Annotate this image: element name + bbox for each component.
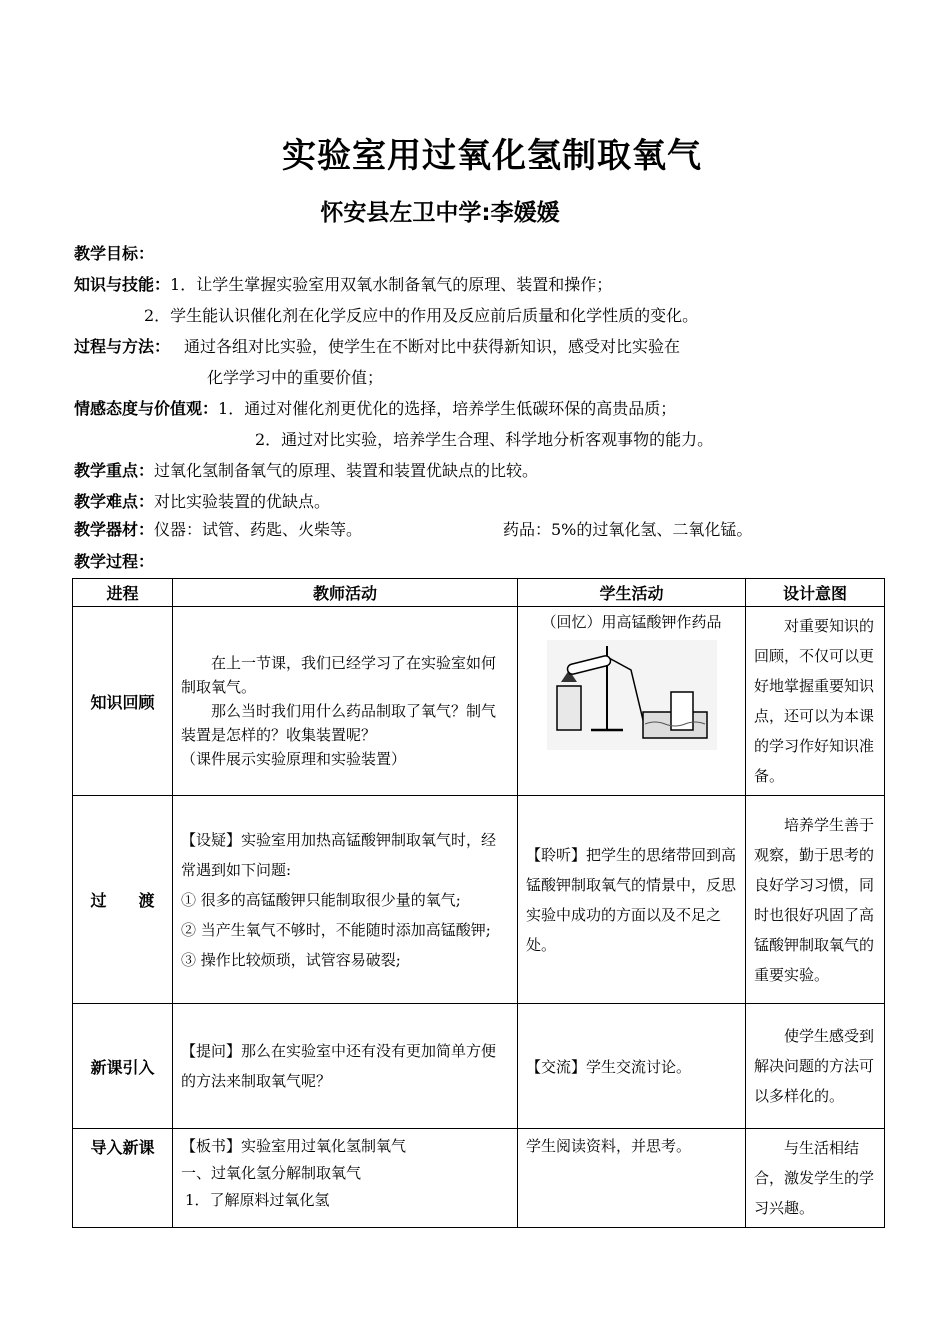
table-row bbox=[73, 1004, 885, 1129]
table-row bbox=[73, 607, 885, 796]
knowledge-text-1: 1．让学生掌握实验室用双氧水制备氧气的原理、装置和操作； bbox=[170, 275, 613, 294]
teacher-text: ① 很多的高锰酸钾只能制取很少量的氧气; bbox=[181, 890, 461, 909]
process-line-1 bbox=[74, 336, 680, 358]
difficulty-line bbox=[74, 491, 330, 513]
equipment-label: 教学器材： bbox=[74, 520, 155, 539]
intent-cell: 培养学生善于观察，勤于思考的良好学习习惯，同时也很好巩固了高锰酸钾制取氧气的重要实验。 bbox=[746, 796, 885, 1004]
teacher-text: ③ 操作比较烦琐，试管容易破裂; bbox=[181, 950, 401, 969]
process-label: 过程与方法： bbox=[74, 337, 171, 356]
difficulty-text: 对比实验装置的优缺点。 bbox=[154, 492, 331, 511]
teaching-process-table bbox=[72, 578, 885, 1228]
teacher-cell: 【提问】那么在实验室中还有没有更加简单方便的方法来制取氧气呢？ bbox=[173, 1004, 518, 1129]
intent-cell: 使学生感受到解决问题的方法可以多样化的。 bbox=[746, 1004, 885, 1129]
student-cell: 【聆听】把学生的思绪带回到高锰酸钾制取氧气的情景中，反思实验中成功的方面以及不足之处。 bbox=[518, 796, 746, 1004]
lab-apparatus-diagram bbox=[547, 640, 717, 750]
key-point-label: 教学重点： bbox=[74, 461, 155, 480]
equipment-line bbox=[74, 519, 362, 541]
header-student: 学生活动 bbox=[518, 579, 746, 607]
knowledge-text-2: 2．学生能认识催化剂在化学反应中的作用及反应前后质量和化学性质的变化。 bbox=[144, 306, 699, 325]
emotion-line-1 bbox=[74, 398, 676, 420]
teacher-text: 【设疑】实验室用加热高锰酸钾制取氧气时，经常遇到如下问题: bbox=[181, 830, 497, 879]
teacher-text: 【板书】实验室用过氧化氢制氧气 bbox=[181, 1137, 407, 1155]
knowledge-label: 知识与技能： bbox=[74, 275, 171, 294]
student-cell bbox=[518, 607, 746, 796]
difficulty-label: 教学难点： bbox=[74, 492, 155, 511]
process-text-1: 通过各组对比实验，使学生在不断对比中获得新知识，感受对比实验在 bbox=[184, 337, 681, 356]
stage-cell: 新课引入 bbox=[73, 1004, 173, 1129]
table-header-row bbox=[73, 579, 885, 607]
header-intent: 设计意图 bbox=[746, 579, 885, 607]
table-row bbox=[73, 796, 885, 1004]
process-heading: 教学过程： bbox=[74, 552, 155, 571]
student-cell: 学生阅读资料，并思考。 bbox=[518, 1129, 746, 1228]
process-text-2: 化学学习中的重要价值； bbox=[207, 368, 384, 387]
teacher-text: ② 当产生氧气不够时，不能随时添加高锰酸钾; bbox=[181, 920, 491, 939]
knowledge-line-1 bbox=[74, 274, 612, 296]
header-stage: 进程 bbox=[73, 579, 173, 607]
stage-cell: 过 渡 bbox=[73, 796, 173, 1004]
emotion-text-1: 1．通过对催化剂更优化的选择，培养学生低碳环保的高贵品质； bbox=[218, 399, 677, 418]
emotion-label: 情感态度与价值观： bbox=[74, 399, 219, 418]
teacher-cell bbox=[173, 796, 518, 1004]
objectives-heading: 教学目标： bbox=[74, 244, 155, 263]
teacher-cell bbox=[173, 607, 518, 796]
intent-cell: 与生活相结合，激发学生的学习兴趣。 bbox=[746, 1129, 885, 1228]
intent-cell: 对重要知识的回顾，不仅可以更好地掌握重要知识点，还可以为本课的学习作好知识准备。 bbox=[746, 607, 885, 796]
document-title: 实验室用过氧化氢制取氧气 bbox=[282, 136, 702, 176]
header-teacher: 教师活动 bbox=[173, 579, 518, 607]
key-point-line bbox=[74, 460, 538, 482]
equipment-chemicals: 药品：5%的过氧化氢、二氧化锰。 bbox=[503, 520, 753, 539]
teacher-cell bbox=[173, 1129, 518, 1228]
stage-cell: 导入新课 bbox=[73, 1129, 173, 1228]
stage-cell: 知识回顾 bbox=[73, 607, 173, 796]
student-cell: 【交流】学生交流讨论。 bbox=[518, 1004, 746, 1129]
teacher-text: （课件展示实验原理和实验装置） bbox=[181, 750, 407, 768]
key-point-text: 过氧化氢制备氧气的原理、装置和装置优缺点的比较。 bbox=[154, 461, 539, 480]
equipment-instruments: 仪器：试管、药匙、火柴等。 bbox=[154, 520, 363, 539]
student-text: （回忆）用高锰酸钾作药品 bbox=[541, 613, 722, 631]
emotion-text-2: 2．通过对比实验，培养学生合理、科学地分析客观事物的能力。 bbox=[255, 430, 714, 449]
teacher-text: 1．了解原料过氧化氢 bbox=[185, 1191, 330, 1209]
teacher-text: 在上一节课，我们已经学习了在实验室如何制取氧气。 bbox=[181, 654, 497, 696]
table-row bbox=[73, 1129, 885, 1228]
author-line: 怀安县左卫中学:李媛媛 bbox=[320, 200, 560, 226]
teacher-text: 一、过氧化氢分解制取氧气 bbox=[181, 1164, 362, 1182]
teacher-text: 那么当时我们用什么药品制取了氧气？制气装置是怎样的？收集装置呢？ bbox=[181, 702, 497, 744]
